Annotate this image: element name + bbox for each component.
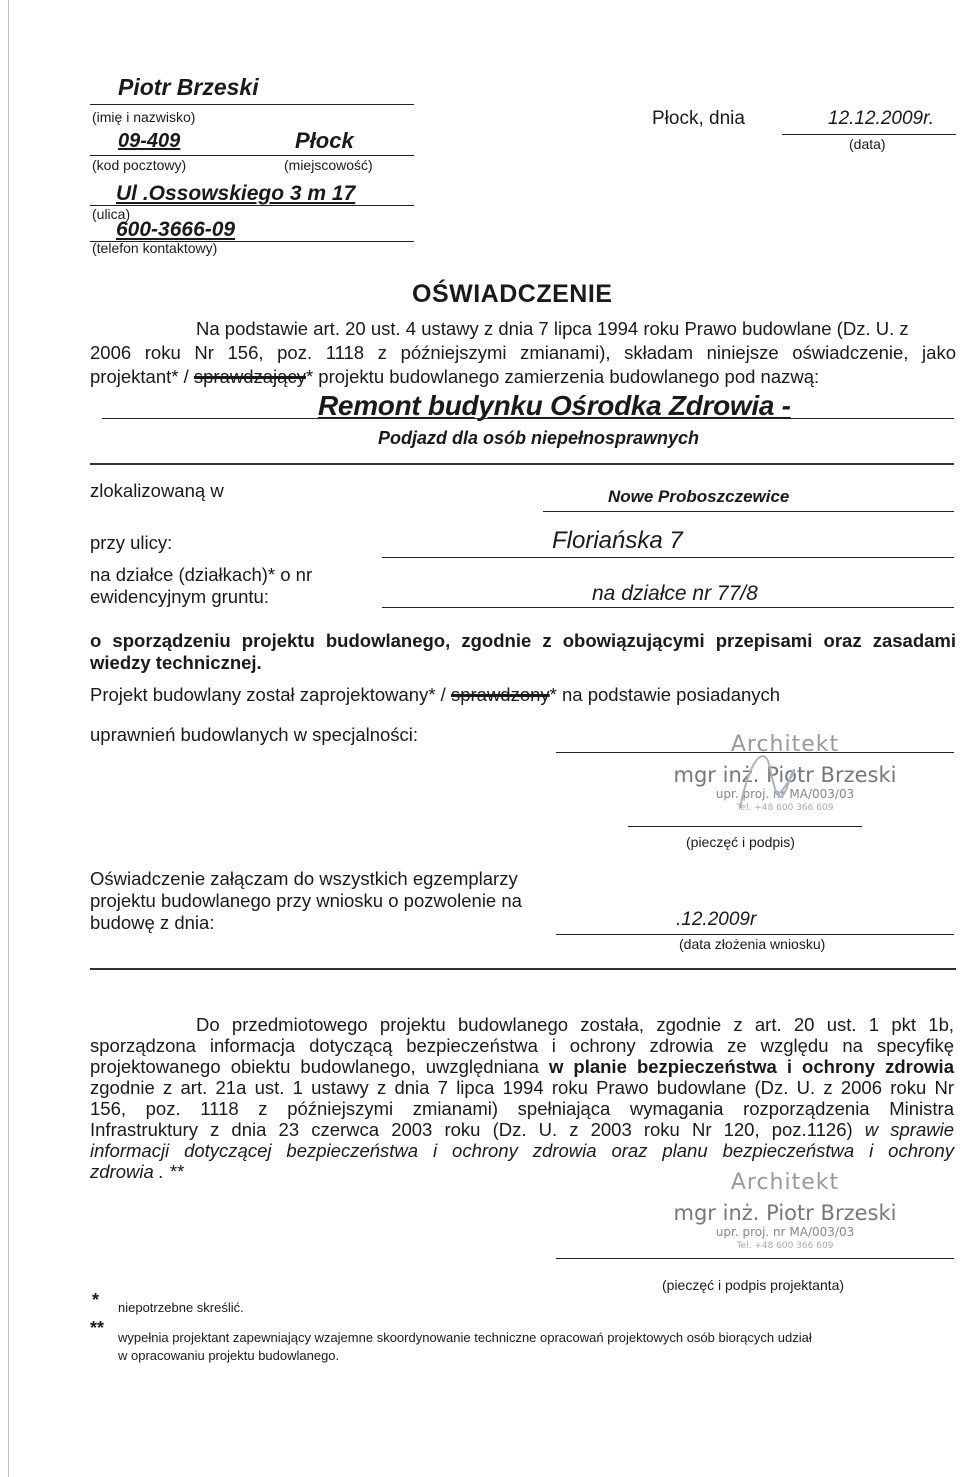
date-underline (782, 134, 956, 135)
application-date-caption: (data złożenia wniosku) (679, 936, 826, 952)
intro-line-3-b: * projektu budowlanego zamierzenia budowlanego pod nazwą: (305, 366, 820, 387)
located-label: zlokalizowaną w (90, 480, 224, 501)
designer-stamp (660, 1170, 910, 1251)
info-line-7: informacji dotyczącej bezpieczeństwa i ochrony zdrowia oraz planu bezpieczeństwa i ochrony (90, 1140, 954, 1161)
signature-caption: (pieczęć i podpis) (686, 834, 795, 850)
info-line-3 (90, 1056, 954, 1077)
project-name-line (102, 418, 954, 419)
applicant-name-value: Piotr Brzeski (118, 74, 259, 100)
phone-caption: (telefon kontaktowy) (92, 240, 218, 256)
street-value: Ul .Ossowskiego 3 m 17 (116, 182, 356, 205)
stamp-title: Architekt (730, 732, 840, 757)
signature-line (628, 826, 862, 827)
applicant-name-caption: (imię i nazwisko) (92, 109, 196, 125)
attachment-line-3: budowę z dnia: (90, 912, 215, 933)
name-underline (90, 104, 414, 105)
statement-bold-line-2: wiedzy technicznej. (90, 652, 262, 673)
designer-caption: (pieczęć i podpis projektanta) (662, 1277, 845, 1293)
footnote-mark-1: * (92, 1290, 100, 1310)
postal-code-value: 09-409 (118, 130, 181, 152)
street-label: przy ulicy: (90, 532, 173, 553)
place-label: Płock, dnia (652, 108, 745, 129)
located-underline (543, 511, 954, 512)
scan-edge-left (8, 0, 9, 1477)
intro-line-2: 2006 roku Nr 156, poz. 1118 z późniejszymi zmianami), składam niniejsze oświadczenie, jako (90, 342, 956, 363)
stamp2-title: Architekt (730, 1170, 840, 1195)
info-line-4: zgodnie z art. 21a ust. 1 ustawy z dnia 7 lipca 1994 roku Prawo budowlane (Dz. U. z 2006 roku Nr (90, 1077, 954, 1098)
designed-a: Projekt budowlany został zaprojektowany* / (90, 684, 451, 705)
plot-value: na działce nr 77/8 (592, 582, 758, 605)
project-subtitle-line (90, 463, 954, 465)
info-line-2: sporządzona informacja dotyczącą bezpieczeństwa i ochrony zdrowia ze względu na specyfikę (90, 1035, 954, 1056)
project-name: Remont budynku Ośrodka Zdrowia - (318, 390, 791, 421)
street-caption: (ulica) (92, 206, 131, 222)
intro-line-3-struck: sprawdzający (193, 366, 306, 387)
attachment-line-2: projektu budowlanego przy wniosku o pozwolenie na (90, 890, 522, 911)
info-line-6-a: Infrastruktury z dnia 23 czerwca 2003 roku (Dz. U. z 2003 roku Nr 120, poz.1126) (90, 1119, 865, 1140)
stamp-license: upr. proj. nr MA/003/03 (715, 787, 855, 801)
info-line-5: 156, poz. 1118 z późniejszymi zmianami) spełniająca wymagania rozporządzenia Ministra (90, 1098, 954, 1119)
city-caption: (miejscowość) (284, 157, 373, 173)
footnote-mark-2: ** (90, 1318, 105, 1338)
info-line-3-b: w planie bezpieczeństwa i ochrony zdrowia (548, 1056, 954, 1077)
signature-mark (720, 738, 810, 818)
street-location-value: Floriańska 7 (552, 527, 683, 554)
info-line-8: zdrowia . ** (90, 1161, 184, 1182)
postal-code-caption: (kod pocztowy) (92, 157, 187, 173)
info-line-1: Do przedmiotowego projektu budowlanego została, zgodnie z art. 20 ust. 1 pkt 1b, (196, 1014, 954, 1035)
plot-underline (382, 607, 954, 608)
intro-line-3-a: projektant* / (90, 366, 194, 387)
footnote-2-line-1: wypełnia projektant zapewniający wzajemne skoordynowanie techniczne opracowań projektowych osób biorących udział (118, 1330, 812, 1345)
designer-signature-line (556, 1258, 954, 1259)
document-title: OŚWIADCZENIE (412, 280, 613, 308)
info-line-3-a: projektowanego obiektu budowlanego, uwzględniana (90, 1056, 549, 1077)
info-paragraph (90, 1014, 954, 1182)
stamp2-name: mgr inż. Piotr Brzeski (673, 1201, 897, 1225)
project-subtitle: Podjazd dla osób niepełnosprawnych (378, 428, 700, 448)
attachment-line-1: Oświadczenie załączam do wszystkich egzemplarzy (90, 868, 518, 889)
application-date-underline (556, 934, 954, 935)
stamp2-phone: Tel. +48 600 366 609 (736, 1241, 834, 1251)
statement-bold-line-1: o sporządzeniu projektu budowlanego, zgodnie z obowiązującymi przepisami oraz zasadami (90, 630, 956, 651)
permissions-label: uprawnień budowlanych w specjalności: (90, 724, 419, 745)
designed-struck: sprawdzony (450, 684, 550, 705)
designed-b: * na podstawie posiadanych (549, 684, 781, 705)
designed-line (90, 684, 780, 705)
intro-line-3 (90, 366, 819, 387)
located-value: Nowe Proboszczewice (608, 487, 790, 506)
date-value: 12.12.2009r. (828, 108, 934, 129)
info-line-6-b: w sprawie (864, 1119, 954, 1140)
intro-line-1: Na podstawie art. 20 ust. 4 ustawy z dnia 7 lipca 1994 roku Prawo budowlane (Dz. U. z (196, 318, 909, 339)
section-divider (90, 968, 956, 970)
street-underline (90, 205, 414, 206)
date-caption: (data) (849, 136, 886, 152)
plot-label-2: ewidencyjnym gruntu: (90, 586, 269, 607)
stamp-name: mgr inż. Piotr Brzeski (673, 763, 897, 787)
stamp2-license: upr. proj. nr MA/003/03 (715, 1225, 855, 1239)
info-line-6 (90, 1119, 954, 1140)
stamp-phone: Tel. +48 600 366 609 (736, 803, 834, 813)
city-value: Płock (295, 128, 354, 153)
plot-label-1: na działce (działkach)* o nr (90, 564, 313, 585)
city-underline (90, 155, 414, 156)
street-location-underline (382, 557, 954, 558)
footnote-1: niepotrzebne skreślić. (118, 1300, 244, 1315)
footnote-2-line-2: w opracowaniu projektu budowlanego. (118, 1348, 340, 1363)
application-date-value: .12.2009r (676, 909, 757, 930)
phone-value: 600-3666-09 (116, 218, 236, 241)
